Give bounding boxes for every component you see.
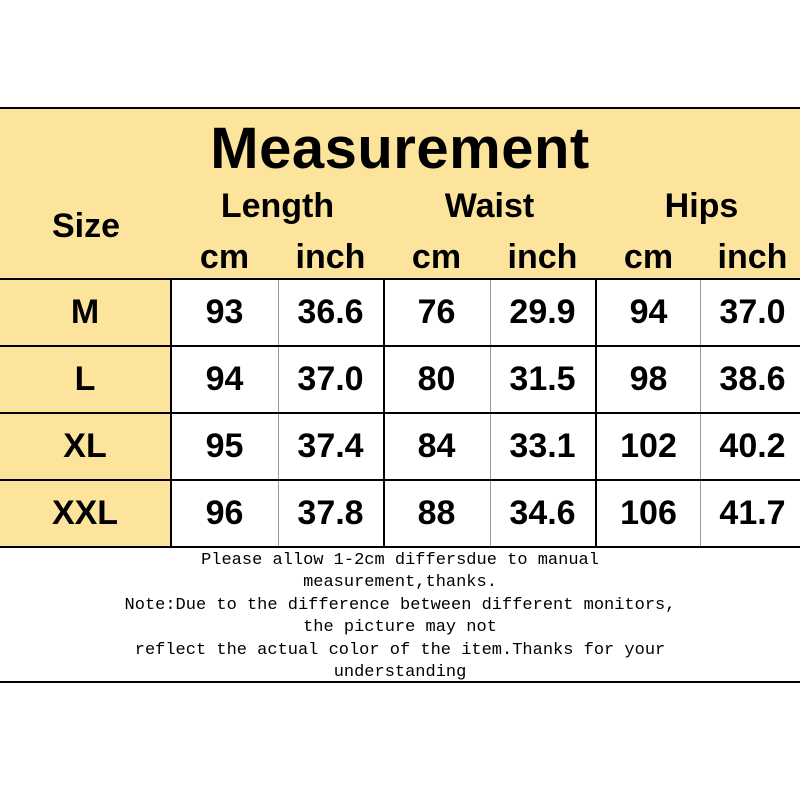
value-cell: 94 xyxy=(629,293,668,331)
unit-header-hips-inch: inch xyxy=(717,238,788,276)
value-cell: 40.2 xyxy=(719,427,786,465)
note-line: Please allow 1-2cm differsdue to manual xyxy=(201,551,599,570)
measurement-notes xyxy=(0,550,800,683)
value-cell: 29.9 xyxy=(509,293,576,331)
value-cell: 37.0 xyxy=(297,360,364,398)
table-row xyxy=(0,347,800,414)
note-line: the picture may not xyxy=(303,618,497,638)
value-cell: 106 xyxy=(620,494,677,532)
value-cell: 80 xyxy=(417,360,456,398)
note-line: Note:Due to the difference between different monitors, xyxy=(124,595,676,615)
value-cell: 37.8 xyxy=(297,494,364,532)
unit-header-length-inch: inch xyxy=(295,238,366,276)
table-row xyxy=(0,280,800,347)
value-cell: 94 xyxy=(205,360,244,398)
chart-title: Measurement xyxy=(210,116,590,181)
value-cell: 37.0 xyxy=(719,293,786,331)
value-cell: 33.1 xyxy=(509,427,576,465)
chart-header xyxy=(0,109,800,280)
value-cell: 95 xyxy=(205,427,244,465)
unit-header-waist-cm: cm xyxy=(411,238,462,276)
note-line: measurement,thanks. xyxy=(303,573,497,593)
unit-header-hips-cm: cm xyxy=(623,238,674,276)
value-cell: 41.7 xyxy=(719,494,786,532)
value-cell: 37.4 xyxy=(297,427,364,465)
note-line: understanding xyxy=(333,663,467,683)
group-header-hips: Hips xyxy=(664,187,739,225)
value-cell: 36.6 xyxy=(297,293,364,331)
size-cell: XL xyxy=(0,414,172,479)
note-line: reflect the actual color of the item.Thanks for your xyxy=(134,640,666,660)
group-header-length: Length xyxy=(220,187,335,225)
value-cell: 84 xyxy=(417,427,456,465)
value-cell: 102 xyxy=(620,427,677,465)
value-cell: 76 xyxy=(417,293,456,331)
value-cell: 88 xyxy=(417,494,456,532)
value-cell: 31.5 xyxy=(509,360,576,398)
size-column-header: Size xyxy=(51,207,121,245)
size-cell: XXL xyxy=(0,481,172,546)
value-cell: 93 xyxy=(205,293,244,331)
value-cell: 98 xyxy=(629,360,668,398)
size-chart xyxy=(0,107,800,683)
table-row xyxy=(0,414,800,481)
unit-header-waist-inch: inch xyxy=(507,238,578,276)
value-cell: 38.6 xyxy=(719,360,786,398)
size-cell: L xyxy=(0,347,172,412)
value-cell: 96 xyxy=(205,494,244,532)
size-cell: M xyxy=(0,280,172,345)
group-header-waist: Waist xyxy=(444,187,535,225)
table-row xyxy=(0,481,800,548)
value-cell: 34.6 xyxy=(509,494,576,532)
unit-header-length-cm: cm xyxy=(199,238,250,276)
